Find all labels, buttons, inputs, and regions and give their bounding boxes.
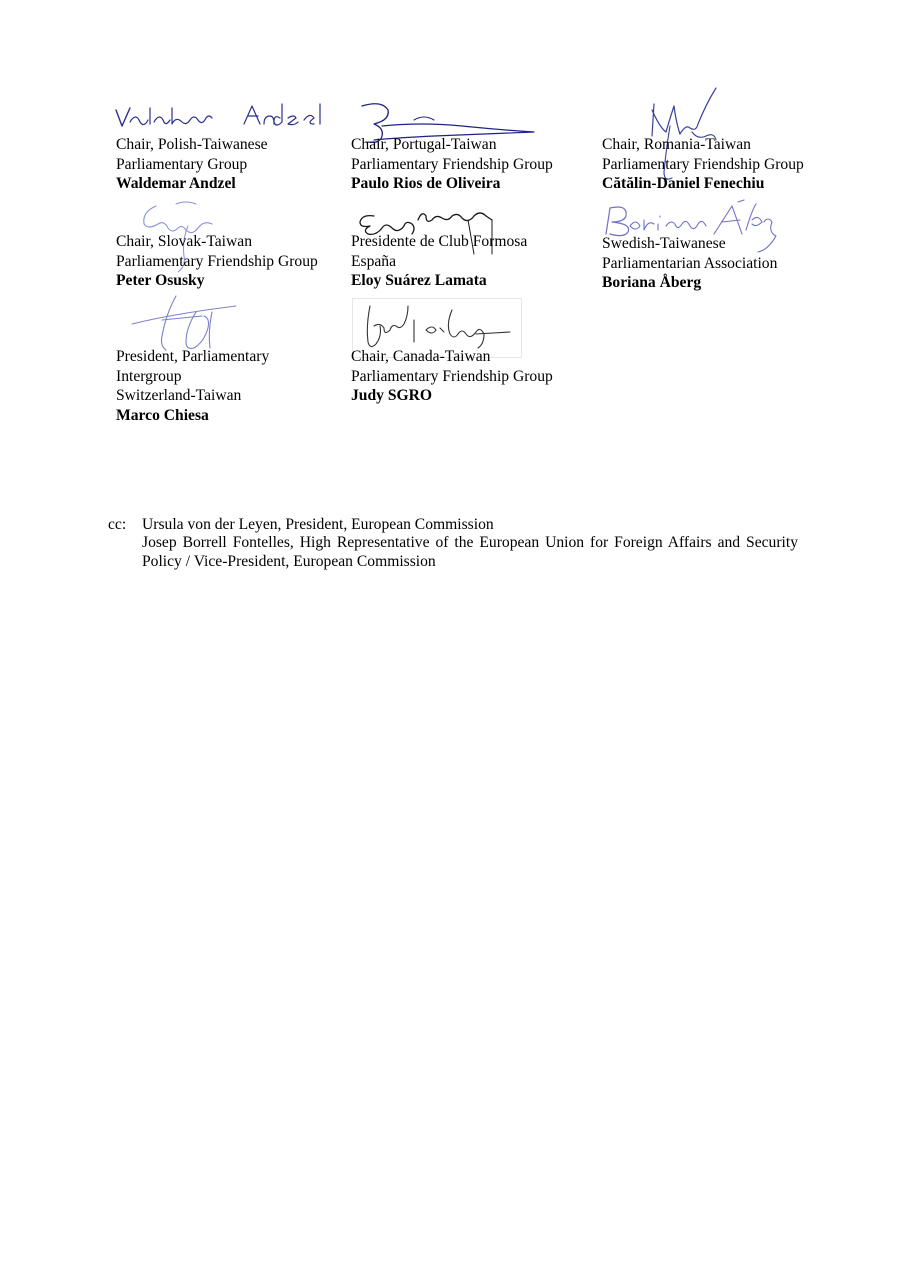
signatory-title-line: Parliamentarian Association xyxy=(602,254,778,272)
signatory-title-line: Parliamentary Friendship Group xyxy=(351,155,553,173)
signatory-title-line: Chair, Canada-Taiwan xyxy=(351,348,491,365)
cc-section xyxy=(108,516,798,571)
signatory-title-line: Chair, Polish-Taiwanese xyxy=(116,136,268,153)
signatory-name: Paulo Rios de Oliveira xyxy=(351,175,501,193)
signatory-title-line: Chair, Slovak-Taiwan xyxy=(116,233,252,250)
signatory-title-line: Parliamentary Friendship Group xyxy=(351,367,553,385)
signatory-aberg xyxy=(602,234,777,293)
signatory-title-line: Intergroup xyxy=(116,367,182,385)
signatory-title-line: Swedish-Taiwanese xyxy=(602,235,726,252)
cc-recipient: Josep Borrell Fontelles, High Representative of the European Union for Foreign Affairs and Security Policy / Vice-President, European Commission xyxy=(142,534,798,570)
signatory-title-line: Parliamentary Friendship Group xyxy=(602,155,804,173)
signatory-andzel xyxy=(116,135,268,194)
signatory-name: Waldemar Andzel xyxy=(116,175,236,193)
cc-recipient: Ursula von der Leyen, President, European Commission xyxy=(142,516,494,533)
signatory-name: Peter Osusky xyxy=(116,272,205,290)
signatory-fenechiu xyxy=(602,135,804,194)
signatory-title-line: Parliamentary Group xyxy=(116,155,248,173)
signatory-name: Judy SGRO xyxy=(351,387,433,405)
signatory-name: Boriana Åberg xyxy=(602,274,702,292)
cc-recipients xyxy=(142,516,798,571)
signatory-name: Cătălin-Daniel Fenechiu xyxy=(602,175,765,193)
cc-label: cc: xyxy=(108,516,127,533)
signatory-title-line: Presidente de Club Formosa xyxy=(351,233,528,250)
signatory-lamata xyxy=(351,232,527,291)
signatory-title-line: Switzerland-Taiwan xyxy=(116,387,242,405)
signatory-name: Eloy Suárez Lamata xyxy=(351,272,487,290)
signatory-name: Marco Chiesa xyxy=(116,406,209,424)
signatory-oliveira xyxy=(351,135,553,194)
signature-andzel xyxy=(112,100,332,134)
signatory-sgro xyxy=(351,347,553,406)
signatory-osusky xyxy=(116,232,318,291)
signatory-title-line: Parliamentary Friendship Group xyxy=(116,252,318,270)
signatory-title-line: Chair, Portugal-Taiwan xyxy=(351,136,497,153)
signatory-title-line: President, Parliamentary xyxy=(116,348,270,365)
signatory-chiesa xyxy=(116,347,269,425)
signatory-title-line: Chair, Romania-Taiwan xyxy=(602,136,751,153)
signatory-title-line: España xyxy=(351,252,397,270)
